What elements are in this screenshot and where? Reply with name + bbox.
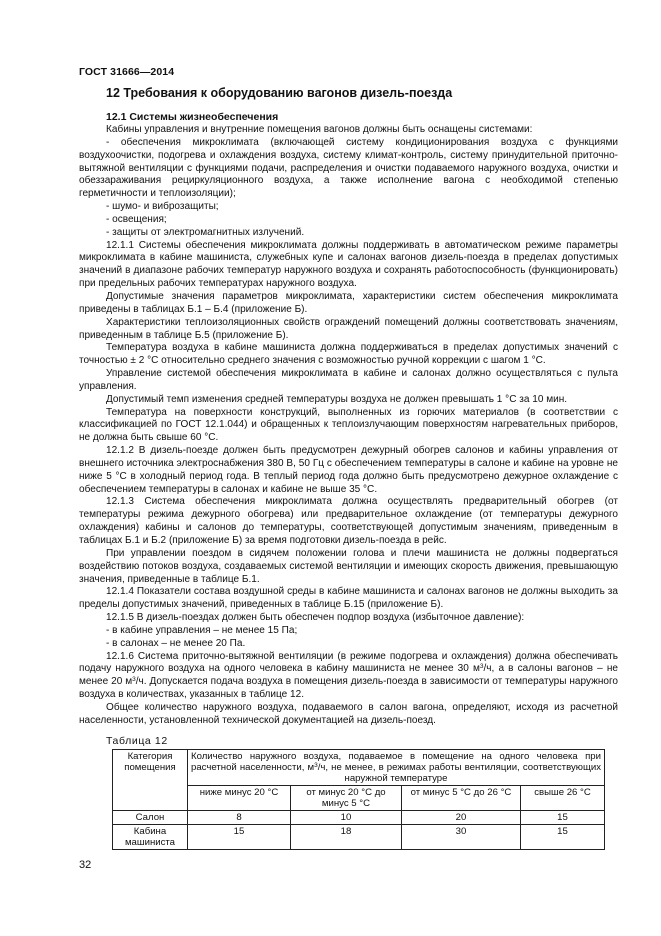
- list-item: - защиты от электромагнитных излучений.: [106, 226, 305, 238]
- subheader-cell: от минус 5 °С до 26 °С: [402, 786, 521, 811]
- paragraph: 12.1.1 Системы обеспечения микроклимата должны поддерживать в автоматическом режиме параметры микроклимата в кабине машиниста, служебных купе и салонах вагонов дизель-поезда в пределах допустимых значений в диапазоне рабочих температур наружного воздуха и сохранять работоспособность (функционировать) при предельных рабочих температурах наружного воздуха.: [79, 239, 618, 290]
- list-item: - обеспечения микроклимата (включающей систему кондиционирования воздуха с функциями воздухоочистки, подогрева и охлаждения воздуха, систему климат-контроль, систему принудительной приточно-вытяжной вентиляции с функциями подачи, распределения и очистки подаваемого наружного воздуха, очистки и обеззараживания рециркуляционного воздуха, а также исполнение вагона с необходимой степенью герметичности и теплоизоляции);: [79, 136, 618, 200]
- superscript: 3: [314, 762, 318, 769]
- paragraph: 12.1.4 Показатели состава воздушной среды в кабине машиниста и салонах вагонов не должны выходить за пределы допустимых значений, приведенных в таблице Б.15 (приложение Б).: [79, 586, 618, 611]
- main-header-part: /ч, не менее, в режимах работы вентиляции, соответствующих наружной температуре: [317, 762, 601, 784]
- subheader-cell: ниже минус 20 °С: [188, 786, 291, 811]
- table-caption: Таблица 12: [106, 735, 168, 747]
- category-cell: Кабина машиниста: [113, 825, 188, 850]
- paragraph-part: /ч, а в салоны вагонов – не менее 20 м: [79, 663, 618, 688]
- paragraph: Температура на поверхности конструкций, выполненных из горючих материалов (в соответствии с классификацией по ГОСТ 12.1.044) и обращенных к теплоизлучающим поверхностям нагревательных приборов, не должна быть свыше 60 °С.: [79, 406, 618, 444]
- paragraph: При управлении поездом в сидячем положении голова и плечи машиниста не должны подвергаться воздействию потоков воздуха, создаваемых системой вентиляции и имеющих скорость движения, превышающую значения, приведенные в таблице Б.1.: [79, 547, 618, 585]
- paragraph-part: 12.1.6 Система приточно-вытяжной вентиляции (в режиме подогрева и охлаждения) должна обеспечивать подачу наружного воздуха на одного человека в кабину машиниста не менее 30 м: [79, 650, 618, 675]
- paragraph: Общее количество наружного воздуха, подаваемого в салон вагона, определяют, исходя из расчетной населенности, установленной технической документацией на дизель-поезд.: [79, 701, 618, 726]
- category-header: Категория помещения: [113, 750, 188, 811]
- value-cell: 15: [521, 811, 605, 825]
- body-text: [79, 124, 618, 728]
- value-cell: 15: [521, 825, 605, 850]
- document-code: ГОСТ 31666—2014: [79, 66, 175, 78]
- main-header-part: Количество наружного воздуха, подаваемое в помещение на одного человека при расчетной населенности, м: [191, 751, 601, 773]
- value-cell: 18: [291, 825, 402, 850]
- page-number: 32: [79, 859, 92, 871]
- superscript: 3: [479, 663, 484, 671]
- paragraph: [79, 651, 618, 702]
- subsection-heading: 12.1 Системы жизнеобеспечения: [106, 111, 279, 123]
- value-cell: 20: [402, 811, 521, 825]
- list-item: - освещения;: [106, 213, 167, 225]
- paragraph: Характеристики теплоизоляционных свойств ограждений помещений должны соответствовать значениям, приведенным в таблице Б.5 (приложение Б).: [79, 316, 618, 341]
- table-header-row: [113, 750, 605, 786]
- paragraph: 12.1.3 Система обеспечения микроклимата должна осуществлять предварительный обогрев (от температуры режима дежурного обогрева) или предварительное охлаждение (от температуры дежурного охлаждения) кабины и салонов до температуры, соответствующей допустимым значениям, приведенным в таблицах Б.1 и Б.2 (приложение Б) за время подготовки дизель-поезда в рейс.: [79, 496, 618, 546]
- air-supply-table: [112, 749, 605, 850]
- paragraph: Допустимый темп изменения средней температуры воздуха не должен превышать 1 °С за 10 мин.: [106, 393, 568, 405]
- list-item: - шумо- и виброзащиты;: [106, 201, 219, 213]
- paragraph: Температура воздуха в кабине машиниста должна поддерживаться в пределах допустимых значений с точностью ± 2 °С относительно среднего значения с возможностью ручной коррекции с шагом 1 °С.: [79, 342, 618, 367]
- value-cell: 10: [291, 811, 402, 825]
- paragraph: Кабины управления и внутренние помещения вагонов должны быть оснащены системами:: [106, 124, 533, 135]
- main-header: [188, 750, 605, 786]
- paragraph: Управление системой обеспечения микроклимата в кабине и салонах должно осуществляться с пульта управления.: [79, 368, 618, 392]
- list-item: - в салонах – не менее 20 Па.: [106, 637, 246, 649]
- category-cell: Салон: [113, 811, 188, 825]
- paragraph: Допустимые значения параметров микроклимата, характеристики систем обеспечения микроклимата приведены в таблицах Б.1 – Б.4 (приложение Б).: [79, 290, 618, 315]
- subheader-cell: от минус 20 °С до минус 5 °С: [291, 786, 402, 811]
- table-row: [113, 811, 605, 825]
- table-row: [113, 825, 605, 850]
- paragraph: 12.1.2 В дизель-поезде должен быть предусмотрен дежурный обогрев салонов и кабины управления от внешнего источника электроснабжения 380 В, 50 Гц с обеспечением температуры в салоне и кабине на уровне не ниже 5 °С в холодный период года. В теплый период года должно быть предусмотрено дежурное охлаждение с обеспечением температуры в салонах и кабине не выше 35 °С.: [79, 445, 618, 495]
- list-item: - в кабине управления – не менее 15 Па;: [106, 624, 298, 636]
- value-cell: 15: [188, 825, 291, 850]
- value-cell: 30: [402, 825, 521, 850]
- paragraph-part: /ч. Допускается подача воздуха в помещения дизель-поезда в зависимости от температуры наружного воздуха в количествах, указанных в таблице 12.: [79, 676, 618, 701]
- value-cell: 8: [188, 811, 291, 825]
- subheader-cell: свыше 26 °С: [521, 786, 605, 811]
- paragraph: 12.1.5 В дизель-поездах должен быть обеспечен подпор воздуха (избыточное давление):: [106, 612, 525, 624]
- superscript: 3: [132, 676, 136, 684]
- section-heading: 12 Требования к оборудованию вагонов дизель-поезда: [106, 86, 453, 100]
